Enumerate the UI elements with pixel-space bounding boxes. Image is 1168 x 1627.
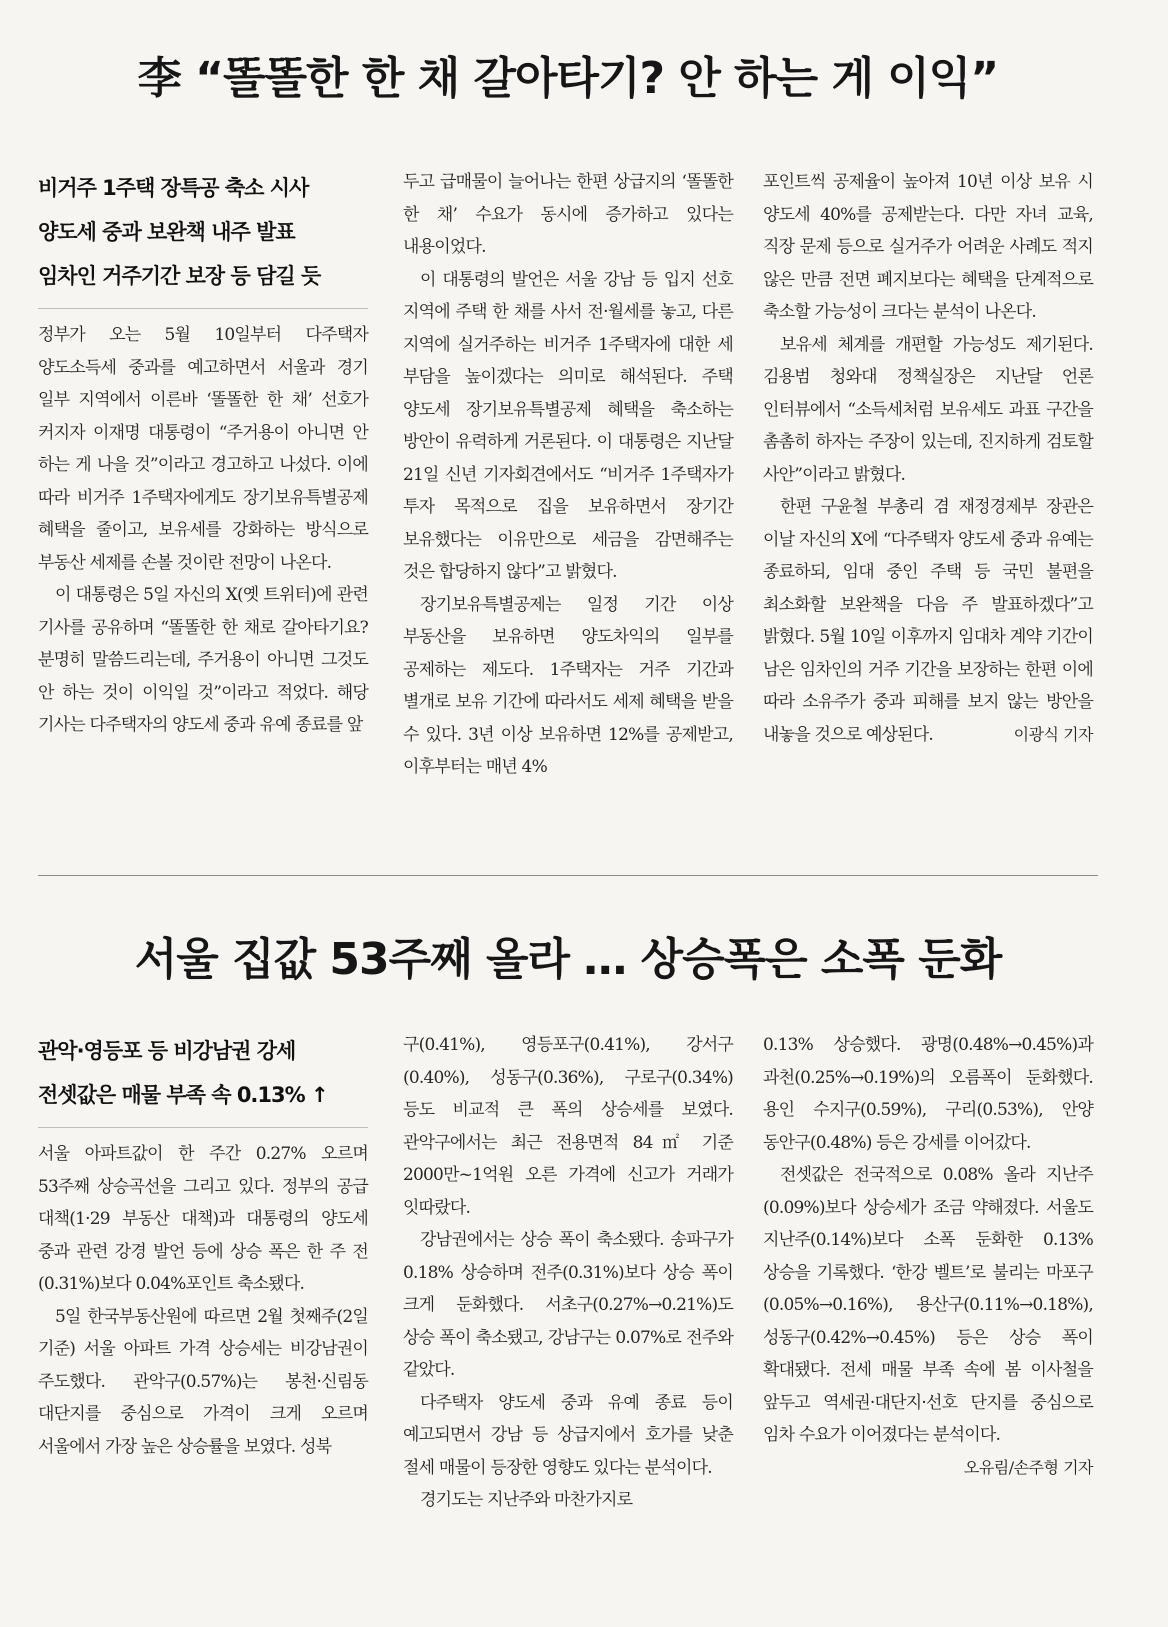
paragraph: 서울 아파트값이 한 주간 0.27% 오르며 53주째 상승곡선을 그리고 있다. 정부의 공급 대책(1·29 부동산 대책)과 대통령의 양도세 중과 관련 강경 발언 등에 상승 폭은 한 주 전(0.31%)보다 0.04%포인트 축소됐다. xyxy=(38,1144,368,1294)
article-2-subhead-1: 관악·영등포 등 비강남권 강세 xyxy=(38,1039,296,1063)
paragraph: 구(0.41%), 영등포구(0.41%), 강서구(0.40%), 성동구(0.36%), 구로구(0.34%) 등도 비교적 큰 폭의 상승세를 보였다. 관악구에서는 최근 전용면적 84㎡ 기준 2000만~1억원 오른 가격에 신고가 거래가 잇따랐다. xyxy=(403,1035,733,1218)
paragraph: 강남권에서는 상승 폭이 축소됐다. 송파구가 0.18% 상승하며 전주(0.31%)보다 상승 폭이 크게 둔화했다. 서초구(0.27%→0.21%)도 상승 폭이 축소됐고, 강남구는 0.07%로 전주와 같았다. xyxy=(403,1230,733,1380)
article-1 xyxy=(38,0,1098,777)
paragraph: 이 대통령의 발언은 서울 강남 등 입지 선호 지역에 주택 한 채를 사서 전·월세를 놓고, 다른 지역에 실거주하는 비거주 1주택자에 대한 세 부담을 높이겠다는 의미로 해석된다. 주택 양도세 장기보유특별공제 혜택을 축소하는 방안이 유력하게 거론된다. 이 대통령은 지난달 21일 신년 기자회견에서도 “비거주 1주택자가 투자 목적으로 집을 보유하면서 장기간 보유했다는 이유만으로 세금을 감면해주는 것은 합당하지 않다”고 밝혔다. xyxy=(403,269,733,582)
article-2-body-column-2 xyxy=(403,1029,733,1517)
paragraph: 5일 한국부동산원에 따르면 2월 첫째주(2일 기준) 서울 아파트 가격 상승세는 비강남권이 주도했다. 관악구(0.57%)는 봉천·신림동 대단지를 중심으로 가격이 크게 오르며 서울에서 가장 높은 상승률을 보였다. 성북 xyxy=(38,1306,368,1457)
paragraph: 경기도는 지난주와 마찬가지로 xyxy=(420,1490,633,1510)
article-1-column-3 xyxy=(763,166,1093,751)
article-1-body-column-2 xyxy=(403,166,733,784)
subhead-divider xyxy=(38,308,368,309)
article-2-column-1 xyxy=(38,1029,368,1463)
article-1-subhead-2: 양도세 중과 보완책 내주 발표 xyxy=(38,220,295,244)
article-1-subhead-3: 임차인 거주기간 보장 등 담길 듯 xyxy=(38,264,321,288)
article-2-body-column-3 xyxy=(763,1029,1093,1477)
subhead-divider xyxy=(38,1127,368,1128)
article-2-column-2 xyxy=(403,1029,733,1517)
paragraph: 정부가 오는 5월 10일부터 다주택자 양도소득세 중과를 예고하면서 서울과 경기 일부 지역에서 이른바 ‘똘똘한 한 채’ 선호가 커지자 이재명 대통령이 “주거용이 아니면 안 하는 게 나을 것”이라고 경고하고 나섰다. 이에 따라 비거주 1주택자에게도 장기보유특별공제 혜택을 줄이고, 보유세를 강화하는 방식으로 부동산 세제를 손볼 것이란 전망이 나온다. xyxy=(38,325,368,573)
byline: 이광식 기자 xyxy=(1013,724,1093,744)
paragraph: 보유세 체계를 개편할 가능성도 제기된다. 김용범 청와대 정책실장은 지난달 언론 인터뷰에서 “소득세처럼 보유세도 과표 구간을 촘촘히 하자는 주장이 있는데, 진지하게 검토할 사안”이라고 밝혔다. xyxy=(763,334,1093,485)
article-divider xyxy=(38,875,1098,876)
article-1-column-1 xyxy=(38,166,368,742)
article-2-subhead-2: 전셋값은 매물 부족 속 0.13% ↑ xyxy=(38,1083,328,1107)
paragraph: 0.13% 상승했다. 광명(0.48%→0.45%)과 과천(0.25%→0.19%)의 오름폭이 둔화했다. 용인 수지구(0.59%), 구리(0.53%), 안양 동안구(0.48%) 등은 강세를 이어갔다. xyxy=(763,1035,1093,1153)
article-1-column-2 xyxy=(403,166,733,784)
article-2 xyxy=(38,905,1098,1510)
paragraph xyxy=(763,1159,1093,1477)
article-2-column-3 xyxy=(763,1029,1093,1484)
article-2-body-column-1 xyxy=(38,1138,368,1463)
paragraph: 장기보유특별공제는 일정 기간 이상 부동산을 보유하면 양도차익의 일부를 공제하는 제도다. 1주택자는 거주 기간과 별개로 보유 기간에 따라서도 세제 혜택을 받을 수 있다. 3년 이상 보유하면 12%를 공제받고, 이후부터는 매년 4% xyxy=(403,594,733,777)
article-1-subhead-1: 비거주 1주택 장특공 축소 시사 xyxy=(38,176,309,200)
paragraph: 이 대통령은 5일 자신의 X(옛 트위터)에 관련 기사를 공유하며 “똘똘한 한 채로 갈아타기요? 분명히 말씀드리는데, 주거용이 아니면 그것도 안 하는 것이 이익일 것”이라고 적었다. 해당 기사는 다주택자의 양도세 중과 유예 종료를 앞 xyxy=(38,585,368,735)
paragraph xyxy=(763,491,1093,751)
paragraph-text: 한편 구윤철 부총리 겸 재정경제부 장관은 이날 자신의 X에 “다주택자 양도세 중과 유예는 종료하되, 임대 중인 주택 등 국민 불편을 최소화할 보완책을 다음 주 발표하겠다”고 밝혔다. 5월 10일 이후까지 임대차 계약 기간이 남은 임차인의 거주 기간을 보장하는 한편 이에 따라 소유주가 중과 피해를 보지 않는 방안을 내놓을 것으로 예상된다. xyxy=(763,497,1093,745)
paragraph: 포인트씩 공제율이 높아져 10년 이상 보유 시 양도세 40%를 공제받는다. 다만 자녀 교육, 직장 문제 등으로 실거주가 어려운 사례도 적지 않은 만큼 전면 폐지보다는 혜택을 단계적으로 축소할 가능성이 크다는 분석이 나온다. xyxy=(763,172,1093,322)
paragraph-text: 전셋값은 전국적으로 0.08% 올라 지난주(0.09%)보다 상승세가 조금 약해졌다. 서울도 지난주(0.14%)보다 소폭 둔화한 0.13% 상승을 기록했다. ‘한강 벨트’로 불리는 마포구(0.05%→0.16%), 용산구(0.11%→0.18%), 성동구(0.42%→0.45%) 등은 상승 폭이 확대됐다. 전세 매물 부족 속에 봄 이사철을 앞두고 역세권·대단지·선호 단지를 중심으로 임차 수요가 이어졌다는 분석이다. xyxy=(763,1165,1093,1445)
article-2-headline: 서울 집값 53주째 올라 … 상승폭은 소폭 둔화 xyxy=(134,934,1002,985)
article-1-headline: 李 “똘똘한 한 채 갈아타기? 안 하는 게 이익” xyxy=(137,53,999,104)
paragraph: 다주택자 양도세 중과 유예 종료 등이 예고되면서 강남 등 상급지에서 호가를 낮춘 절세 매물이 등장한 영향도 있다는 분석이다. xyxy=(403,1392,733,1478)
byline: 오유림/손주형 기자 xyxy=(963,1457,1093,1477)
article-1-body-column-3 xyxy=(763,166,1093,751)
paragraph: 두고 급매물이 늘어나는 한편 상급지의 ‘똘똘한 한 채’ 수요가 동시에 증가하고 있다는 내용이었다. xyxy=(403,172,733,257)
article-1-body-column-1 xyxy=(38,319,368,742)
